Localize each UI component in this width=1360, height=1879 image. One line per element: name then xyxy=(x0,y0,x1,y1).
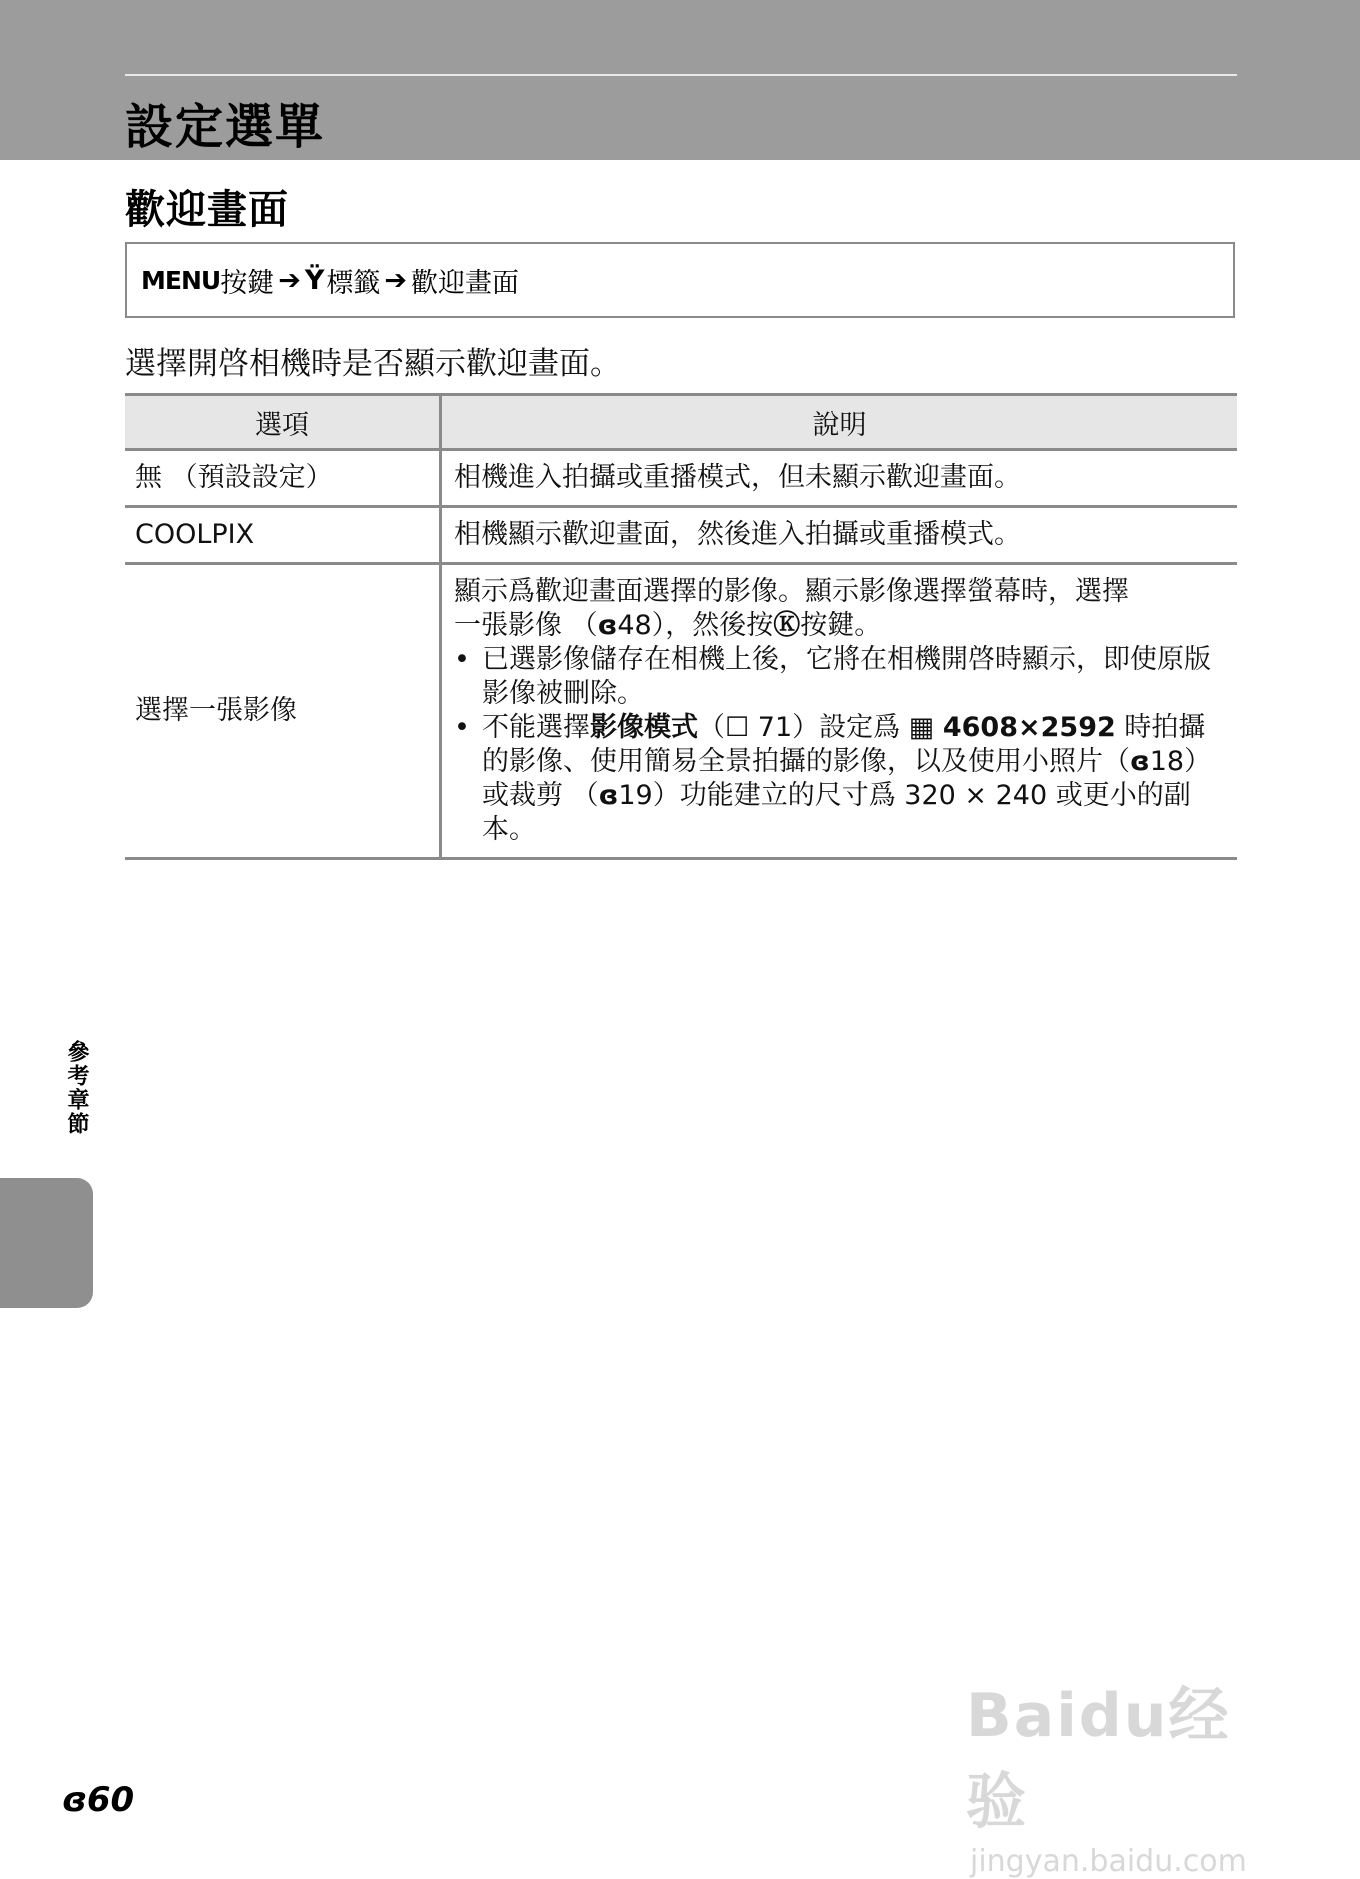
bullet-text-part: （ xyxy=(698,712,725,743)
book-icon: ☐ xyxy=(725,712,750,743)
bullet-icon: • xyxy=(454,644,470,675)
section-title: 歡迎畫面 xyxy=(125,187,289,233)
destination-label: 歡迎畫面 xyxy=(411,267,519,299)
bullet-text-part: 不能選擇 xyxy=(482,712,590,743)
desc-line xyxy=(454,609,1225,643)
options-table xyxy=(125,393,1237,860)
page-reference: 18 xyxy=(1149,746,1185,777)
table-row xyxy=(125,564,1237,859)
page-reference: 48 xyxy=(617,610,652,641)
menu-path-box xyxy=(125,242,1235,318)
description-cell: 相機顯示歡迎畫面，然後進入拍攝或重播模式。 xyxy=(441,507,1238,564)
wrench-icon: Ÿ xyxy=(304,264,325,296)
page-reference: 19 xyxy=(618,780,653,811)
desc-text: 按鍵。 xyxy=(800,610,882,641)
description-cell: 相機進入拍攝或重播模式，但未顯示歡迎畫面。 xyxy=(441,450,1238,507)
arrow-right-icon: ➔ xyxy=(384,264,407,296)
page-number-value: 60 xyxy=(86,1780,135,1820)
reference-icon: ɞ xyxy=(598,780,619,811)
bullet-item xyxy=(454,711,1225,847)
column-header-description: 說明 xyxy=(441,395,1238,450)
option-cell: COOLPIX xyxy=(125,507,441,564)
bullet-icon: • xyxy=(454,712,470,743)
watermark-logo: Baidu经验 xyxy=(966,1681,1231,1837)
bullet-text-part: 71）設定爲 xyxy=(749,712,909,743)
tab-label: 標籤 xyxy=(326,267,381,299)
column-header-option: 選項 xyxy=(125,395,441,450)
desc-line xyxy=(454,575,1225,609)
page-title: 設定選單 xyxy=(125,99,326,155)
reference-icon: ɞ xyxy=(1130,746,1150,777)
table-row xyxy=(125,507,1237,564)
menu-key-label: MENU xyxy=(141,265,221,295)
option-cell: 無 （預設設定） xyxy=(125,450,441,507)
reference-icon: ɞ xyxy=(62,1780,87,1820)
watermark xyxy=(966,1668,1286,1879)
reference-icon: ɞ xyxy=(597,610,618,641)
bullet-text-part: ）或裁剪 （ xyxy=(482,746,1212,811)
desc-text: 顯示爲歡迎畫面選擇的影像。顯示影像選擇螢幕時，選擇 xyxy=(454,576,1129,607)
page-number xyxy=(62,1780,134,1820)
bullet-text-part: 時拍攝的影像、使用簡易全景拍攝的影像，以及使用小照片（ xyxy=(482,712,1206,777)
desc-text: ），然後按 xyxy=(651,610,774,641)
table-header-row xyxy=(125,395,1237,450)
bullet-text: 已選影像儲存在相機上後，它將在相機開啓時顯示，即使原版影像被刪除。 xyxy=(482,644,1211,709)
bullet-text-part: ）功能建立的尺寸爲 320 × 240 或更小的副本。 xyxy=(482,780,1191,845)
image-mode-term: 影像模式 xyxy=(590,712,698,743)
chapter-side-label: 參考章節 xyxy=(64,1040,89,1136)
table-row xyxy=(125,450,1237,507)
image-size-icon: ▦ xyxy=(908,712,935,743)
chapter-thumb-tab xyxy=(0,1178,93,1308)
bullet-item xyxy=(454,643,1225,711)
header-rule xyxy=(125,74,1237,76)
desc-text: 一張影像 （ xyxy=(454,610,598,641)
bullet-text xyxy=(482,711,1225,847)
ok-button-icon: Ⓚ xyxy=(773,610,801,641)
button-word: 按鍵 xyxy=(220,267,275,299)
option-cell: 選擇一張影像 xyxy=(125,564,441,859)
arrow-right-icon: ➔ xyxy=(278,264,301,296)
image-size-value: 4608×2592 xyxy=(942,712,1116,743)
intro-text: 選擇開啓相機時是否顯示歡迎畫面。 xyxy=(125,346,621,382)
description-cell xyxy=(441,564,1238,859)
watermark-url: jingyan.baidu.com xyxy=(970,1844,1247,1879)
